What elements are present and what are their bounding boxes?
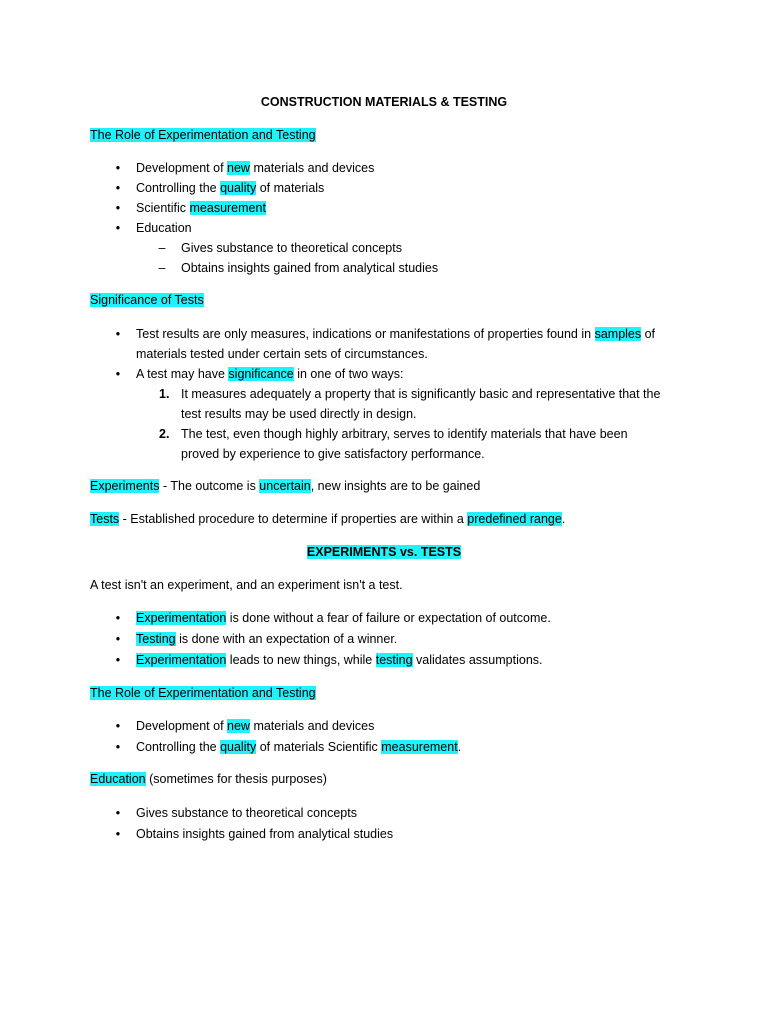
bullet-glyph: • — [115, 806, 121, 820]
bullet-glyph: • — [115, 827, 121, 841]
bullet-glyph: • — [115, 367, 121, 381]
numbered-item-continuation: test results may be used directly in design. — [181, 407, 417, 421]
numbered-item: It measures adequately a property that is significantly basic and representative that the — [181, 387, 661, 401]
tests-definition: Tests - Established procedure to determine if properties are within a predefined range. — [90, 512, 566, 526]
education-heading: Education (sometimes for thesis purposes) — [90, 772, 327, 786]
list-item: Obtains insights gained from analytical studies — [136, 827, 394, 841]
list-item: Controlling the quality of materials — [136, 181, 325, 195]
numbered-item: The test, even though highly arbitrary, serves to identify materials that have been — [181, 427, 628, 441]
bullet-glyph: • — [115, 611, 121, 625]
list-item: Experimentation leads to new things, while testing validates assumptions. — [136, 653, 543, 667]
list-item: Controlling the quality of materials Scientific measurement. — [136, 740, 462, 754]
bullet-glyph: • — [115, 740, 121, 754]
list-item: Development of new materials and devices — [136, 719, 375, 733]
document-title: CONSTRUCTION MATERIALS & TESTING — [260, 95, 508, 109]
vs-intro: A test isn't an experiment, and an experiment isn't a test. — [90, 578, 403, 592]
list-item-continuation: materials tested under certain sets of circumstances. — [136, 347, 428, 361]
role-heading-1 — [90, 126, 316, 144]
list-item: Testing is done with an expectation of a winner. — [136, 632, 398, 646]
bullet-glyph: • — [115, 327, 121, 341]
bullet-glyph: • — [115, 719, 121, 733]
bullet-glyph: • — [115, 632, 121, 646]
sub-list-item: Obtains insights gained from analytical studies — [181, 261, 439, 275]
significance-heading: Significance of Tests — [90, 293, 204, 307]
bullet-glyph: • — [115, 221, 121, 235]
numbered-item-continuation: proved by experience to give satisfactory performance. — [181, 447, 485, 461]
vs-heading: EXPERIMENTS vs. TESTS — [306, 545, 462, 559]
bullet-glyph: • — [115, 181, 121, 195]
role-heading-2: The Role of Experimentation and Testing — [90, 686, 316, 700]
bullet-glyph: • — [115, 653, 121, 667]
dash-glyph: – — [158, 241, 166, 255]
bullet-glyph: • — [115, 201, 121, 215]
list-item: Gives substance to theoretical concepts — [136, 806, 357, 820]
role-heading-1-text: The Role of Experimentation and Testing — [90, 128, 316, 142]
sub-list-item: Gives substance to theoretical concepts — [181, 241, 402, 255]
list-item: Education — [136, 221, 192, 235]
list-item: Development of new materials and devices — [136, 161, 375, 175]
list-item: Test results are only measures, indications or manifestations of properties found in samples of — [136, 327, 656, 341]
dash-glyph: – — [158, 261, 166, 275]
number-label: 1. — [159, 387, 170, 401]
list-item: A test may have significance in one of two ways: — [136, 367, 404, 381]
list-item: Scientific measurement — [136, 201, 266, 215]
bullet-glyph: • — [115, 161, 121, 175]
experiments-definition: Experiments - The outcome is uncertain, new insights are to be gained — [90, 479, 481, 493]
number-label: 2. — [159, 427, 170, 441]
list-item: Experimentation is done without a fear of failure or expectation of outcome. — [136, 611, 551, 625]
